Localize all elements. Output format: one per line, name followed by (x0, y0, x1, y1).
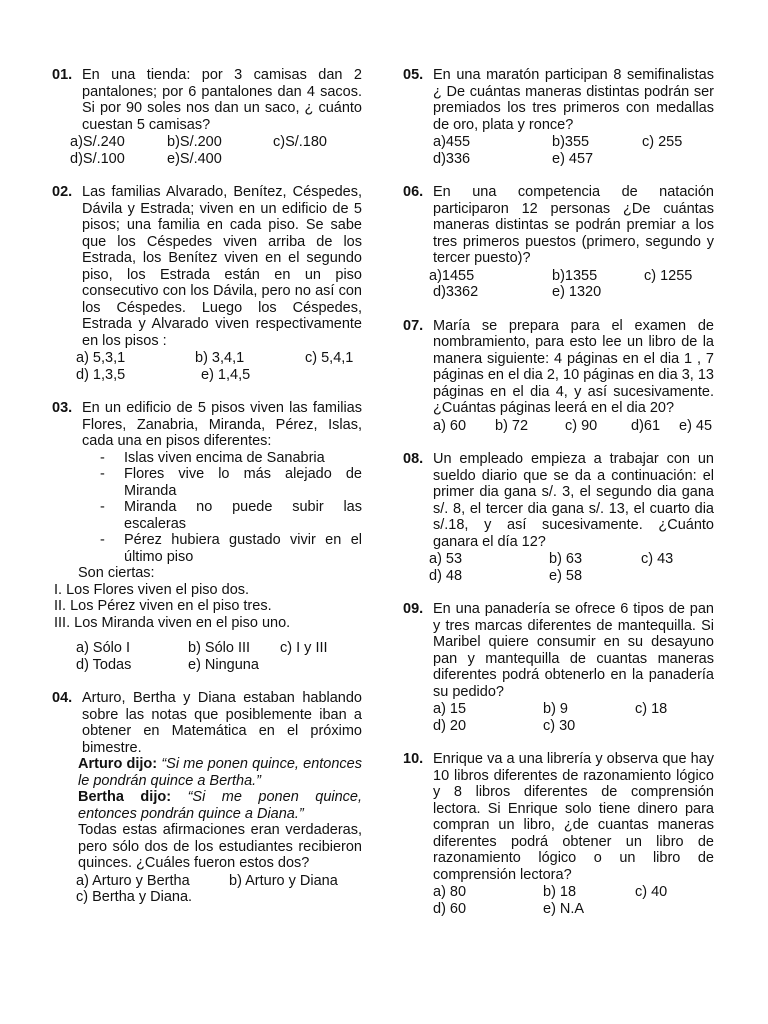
option-c: c) I y III (280, 640, 328, 656)
option-c: c) 90 (565, 417, 598, 434)
question-number: 07. (403, 317, 424, 334)
option-a: a) Sólo I (76, 640, 130, 656)
option-a: a)455 (433, 134, 471, 150)
question-09 (403, 601, 714, 734)
option-a: a) 80 (433, 884, 467, 900)
option-e: c) 30 (543, 717, 576, 734)
bertha-statement (78, 789, 362, 822)
option-a: a) 60 (433, 417, 467, 434)
right-column (403, 67, 714, 934)
question-01 (52, 67, 362, 167)
option-c: c) 255 (642, 134, 683, 150)
option-d: d) 1,3,5 (76, 366, 126, 383)
conclusion-text: Todas estas afirmaciones eran verdaderas, pero sólo dos de los estudiantes recibieron quinces. ¿Cuáles fueron estos dos? (78, 822, 362, 871)
question-05 (403, 67, 714, 167)
option-d: d)61 (631, 417, 661, 434)
option-e: e) Ninguna (188, 656, 259, 673)
option-c: c) 43 (641, 551, 674, 567)
question-02 (52, 184, 362, 383)
question-10 (403, 751, 714, 917)
arturo-quote: “Si me ponen quince, entonces le pondrán quince a Bertha.” (78, 756, 362, 789)
option-e: e) 1320 (552, 284, 602, 300)
option-d: d) 60 (433, 900, 467, 917)
option-d: d)3362 (433, 284, 479, 300)
question-stem: En una tienda: por 3 camisas dan 2 pantalones; por 6 pantalones dan 4 sacos. Si por 90 soles nos dan un saco, ¿ cuánto cuestan 5 camisas? (82, 67, 362, 133)
condition-list (82, 450, 362, 566)
option-c: c) 18 (635, 701, 668, 717)
answer-options (429, 551, 714, 584)
statement-i: I. Los Flores viven el piso dos. (54, 581, 250, 598)
question-stem: Enrique va a una librería y observa que hay 10 libros diferentes de razonamiento lógico y 8 libros diferentes de comprensión lectora. Si Enrique solo tiene dinero para compran un libro, ¿de cuantas maneras diferentes podrá obtener un libro de razonamiento lógico o un libro de comprensión lectora? (433, 751, 714, 883)
question-03 (52, 400, 362, 673)
option-e: e) 1,4,5 (201, 366, 251, 383)
bertha-label: Bertha dijo: (78, 789, 172, 805)
question-stem: En un edificio de 5 pisos viven las familias Flores, Zanabria, Miranda, Pérez, Islas, cada una en pisos diferentes: (82, 400, 362, 449)
question-number: 03. (52, 400, 73, 416)
answer-options (433, 418, 714, 435)
question-stem: Arturo, Bertha y Diana estaban hablando sobre las notas que posiblemente iban a obtener en Matemática en el próximo bimestre. (82, 690, 362, 756)
son-ciertas-label: Son ciertas: (78, 565, 155, 581)
statement-ii: II. Los Pérez viven en el piso tres. (54, 598, 272, 614)
left-column (52, 67, 362, 923)
answer-options (76, 640, 362, 673)
question-06 (403, 184, 714, 301)
option-e: e) 58 (549, 567, 583, 584)
question-04 (52, 690, 362, 906)
question-stem: Las familias Alvarado, Benítez, Céspedes, Dávila y Estrada; viven en un edificio de 5 pisos; una familia en cada piso. Se sabe que los Céspedes viven arriba de los Estrada, los Benítez viven en el segundo piso, los Estrada están en un piso consecutivo con los Dávila, pero no así con los Céspedes. Luego los Céspedes, Estrada y Alvarado viven respectivamente en los pisos : (82, 184, 362, 349)
option-c: c) 5,4,1 (305, 350, 354, 366)
option-e: e) N.A (543, 900, 585, 917)
question-stem: María se prepara para el examen de nombramiento, para esto lee un libro de la manera siguiente: 4 páginas en el dia 1 , 7 páginas en el dia 2, 10 páginas en dia 3, 13 páginas en el dia 4, y así sucesivamente. ¿Cuántas páginas leerá en el dia 20? (433, 317, 714, 416)
option-b: b) 18 (543, 884, 577, 900)
answer-options (70, 134, 362, 167)
condition-item: - Pérez hubiera gustado vivir en el último piso (100, 532, 362, 565)
question-stem: En una panadería se ofrece 6 tipos de pan y tres marcas diferentes de mantequilla. Si Maribel quiere consumir en su desayuno pan y mantequilla de cuantas maneras diferentes podrá obtenerlo en la panadería su pedido? (433, 601, 714, 700)
option-d: d)336 (433, 150, 471, 167)
answer-options (429, 268, 714, 301)
question-number: 05. (403, 67, 424, 83)
question-08 (403, 451, 714, 584)
option-e: e)S/.400 (167, 150, 222, 167)
option-b: b) 3,4,1 (195, 350, 245, 366)
question-stem: En una maratón participan 8 semifinalistas ¿ De cuántas maneras distintas podrán ser premiados los tres primeros con medallas de oro, plata y ronce? (433, 67, 714, 133)
option-b: b) Sólo III (188, 640, 251, 656)
option-e: e) 45 (679, 417, 713, 434)
question-number: 10. (403, 751, 424, 767)
question-number: 06. (403, 184, 424, 200)
answer-options (433, 884, 714, 917)
question-07 (403, 318, 714, 435)
option-b: b)355 (552, 134, 590, 150)
option-e: e) 457 (552, 150, 594, 167)
question-number: 08. (403, 451, 424, 467)
answer-options (433, 701, 714, 734)
condition-item: - Islas viven encima de Sanabria (100, 450, 362, 467)
answer-options (433, 134, 714, 167)
question-stem: En una competencia de natación participaron 12 personas ¿De cuántas maneras distintas se podrán premiar a los tres primeros puestos (primero, segundo y tercer puesto)? (433, 184, 714, 266)
answer-options (76, 350, 362, 383)
option-b: b) 63 (549, 551, 583, 567)
option-c: c) 1255 (644, 267, 693, 284)
statement-iii: III. Los Miranda viven en el piso uno. (54, 614, 291, 631)
option-d: d) 20 (433, 717, 467, 734)
question-number: 04. (52, 690, 73, 706)
arturo-statement (78, 756, 362, 789)
option-c: c) Bertha y Diana. (76, 889, 193, 905)
option-a: a)S/.240 (70, 134, 125, 150)
answer-options (76, 873, 362, 906)
option-b: b) Arturo y Diana (229, 872, 338, 889)
option-a: a)1455 (429, 267, 475, 284)
option-d: d) 48 (429, 567, 463, 584)
option-b: b) 72 (495, 417, 529, 434)
option-c: c)S/.180 (273, 134, 327, 150)
option-c: c) 40 (635, 884, 668, 900)
arturo-label: Arturo dijo: (78, 756, 158, 772)
option-d: d)S/.100 (70, 150, 125, 167)
option-a: a) 15 (433, 701, 467, 717)
condition-item: - Flores vive lo más alejado de Miranda (100, 466, 362, 499)
option-b: b) 9 (543, 701, 568, 717)
option-a: a) 5,3,1 (76, 350, 126, 366)
option-b: b)1355 (552, 267, 598, 284)
question-stem: Un empleado empieza a trabajar con un sueldo diario que se da a continuación: el primer dia gana s/. 3, el segundo dia gana s/. 8, el tercer dia gana s/. 13, el cuarto dia s/.18, y así sucesivamente. ¿Cuánto ganara el día 12? (433, 451, 714, 550)
question-number: 01. (52, 67, 73, 83)
bertha-quote: “Si me ponen quince, entonces pondrán quince a Diana.” (78, 789, 363, 822)
condition-item: - Miranda no puede subir las escaleras (100, 499, 362, 532)
option-d: d) Todas (76, 656, 132, 673)
option-a: a) Arturo y Bertha (76, 872, 190, 889)
option-a: a) 53 (429, 551, 463, 567)
option-b: b)S/.200 (167, 134, 222, 150)
question-number: 02. (52, 184, 73, 200)
question-number: 09. (403, 601, 424, 617)
